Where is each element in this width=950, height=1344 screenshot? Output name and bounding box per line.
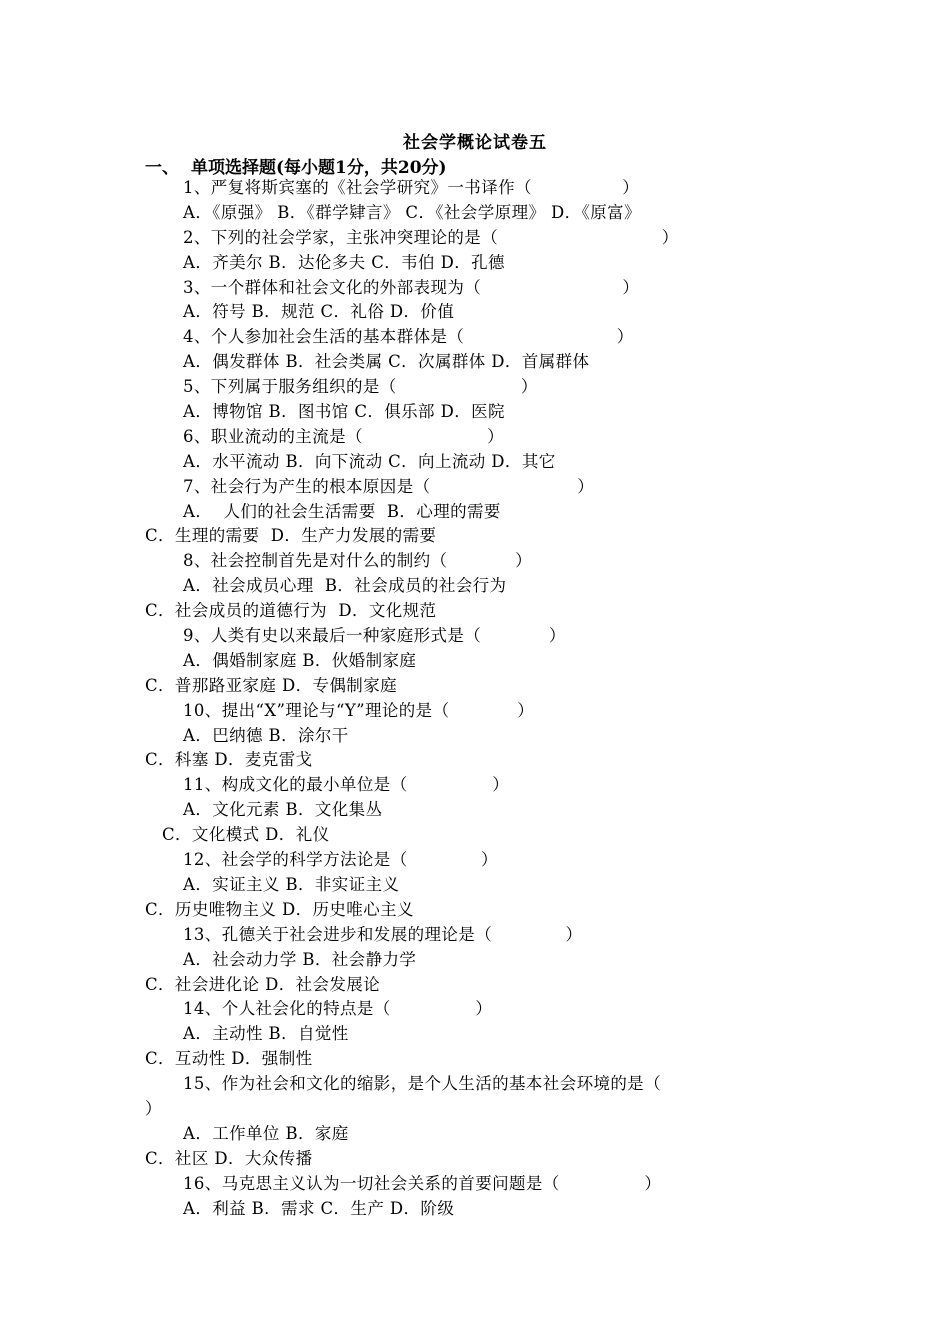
question-13: 13、孔德关于社会进步和发展的理论是（ ） bbox=[183, 924, 583, 944]
options-3: A．符号 B．规范 C．礼俗 D．价值 bbox=[183, 302, 455, 322]
question-15-bracket: ） bbox=[145, 1098, 162, 1118]
question-6: 6、职业流动的主流是（ ） bbox=[183, 426, 504, 446]
question-9: 9、人类有史以来最后一种家庭形式是（ ） bbox=[183, 626, 566, 646]
options-7-ab: A． 人们的社会生活需要 B．心理的需要 bbox=[183, 501, 501, 521]
options-14-cd: C．互动性 D．强制性 bbox=[145, 1049, 313, 1069]
options-5: A．博物馆 B．图书馆 C．俱乐部 D．医院 bbox=[183, 402, 505, 422]
question-11: 11、构成文化的最小单位是（ ） bbox=[183, 775, 510, 795]
options-15-cd: C．社区 D．大众传播 bbox=[145, 1148, 313, 1168]
options-10-cd: C．科塞 D．麦克雷戈 bbox=[145, 750, 313, 770]
options-8-cd: C．社会成员的道德行为 D．文化规范 bbox=[145, 601, 437, 621]
section-label: 单项选择题(每小题1分，共20分) bbox=[191, 158, 447, 178]
question-2: 2、下列的社会学家，主张冲突理论的是（ ） bbox=[183, 227, 679, 247]
question-7: 7、社会行为产生的根本原因是（ ） bbox=[183, 476, 595, 496]
options-7-cd: C．生理的需要 D．生产力发展的需要 bbox=[145, 526, 437, 546]
options-1: A．《原强》 B．《群学肄言》 C．《社会学原理》 D．《原富》 bbox=[183, 202, 641, 222]
options-14-ab: A．主动性 B．自觉性 bbox=[183, 1024, 349, 1044]
question-15: 15、作为社会和文化的缩影，是个人生活的基本社会环境的是（ bbox=[183, 1074, 662, 1094]
options-13-cd: C．社会进化论 D．社会发展论 bbox=[145, 974, 381, 994]
options-12-ab: A．实证主义 B．非实证主义 bbox=[183, 874, 400, 894]
page-title: 社会学概论试卷五 bbox=[403, 133, 547, 153]
question-1: 1、严复将斯宾塞的《社会学研究》一书译作（ ） bbox=[183, 178, 640, 197]
question-10: 10、提出“X”理论与“Y”理论的是（ ） bbox=[183, 700, 535, 720]
options-9-cd: C．普那路亚家庭 D．专偶制家庭 bbox=[145, 675, 397, 695]
options-2: A．齐美尔 B．达伦多夫 C．韦伯 D．孔德 bbox=[183, 252, 505, 272]
options-10-ab: A．巴纳德 B．涂尔干 bbox=[183, 725, 349, 745]
options-4: A．偶发群体 B．社会类属 C．次属群体 D．首属群体 bbox=[183, 352, 590, 372]
options-11-ab: A．文化元素 B．文化集丛 bbox=[183, 800, 383, 820]
question-list bbox=[0, 176, 950, 1221]
options-11-cd: C．文化模式 D．礼仪 bbox=[162, 825, 330, 845]
question-4: 4、个人参加社会生活的基本群体是（ ） bbox=[183, 327, 634, 347]
question-16: 16、马克思主义认为一切社会关系的首要问题是（ ） bbox=[183, 1173, 662, 1193]
question-12: 12、社会学的科学方法论是（ ） bbox=[183, 850, 498, 870]
options-13-ab: A．社会动力学 B．社会静力学 bbox=[183, 949, 417, 969]
options-15-ab: A．工作单位 B．家庭 bbox=[183, 1123, 349, 1143]
options-8-ab: A．社会成员心理 B．社会成员的社会行为 bbox=[183, 576, 507, 596]
section-heading bbox=[145, 153, 447, 178]
question-5: 5、下列属于服务组织的是（ ） bbox=[183, 377, 538, 397]
section-number: 一、 bbox=[145, 158, 179, 178]
options-6: A．水平流动 B．向下流动 C．向上流动 D．其它 bbox=[183, 451, 556, 471]
options-16: A．利益 B．需求 C．生产 D．阶级 bbox=[183, 1198, 455, 1218]
options-9-ab: A．偶婚制家庭 B．伙婚制家庭 bbox=[183, 650, 417, 670]
question-14: 14、个人社会化的特点是（ ） bbox=[183, 999, 493, 1019]
options-12-cd: C．历史唯物主义 D．历史唯心主义 bbox=[145, 899, 414, 919]
question-8: 8、社会控制首先是对什么的制约（ ） bbox=[183, 551, 533, 571]
question-3: 3、一个群体和社会文化的外部表现为（ ） bbox=[183, 277, 640, 297]
